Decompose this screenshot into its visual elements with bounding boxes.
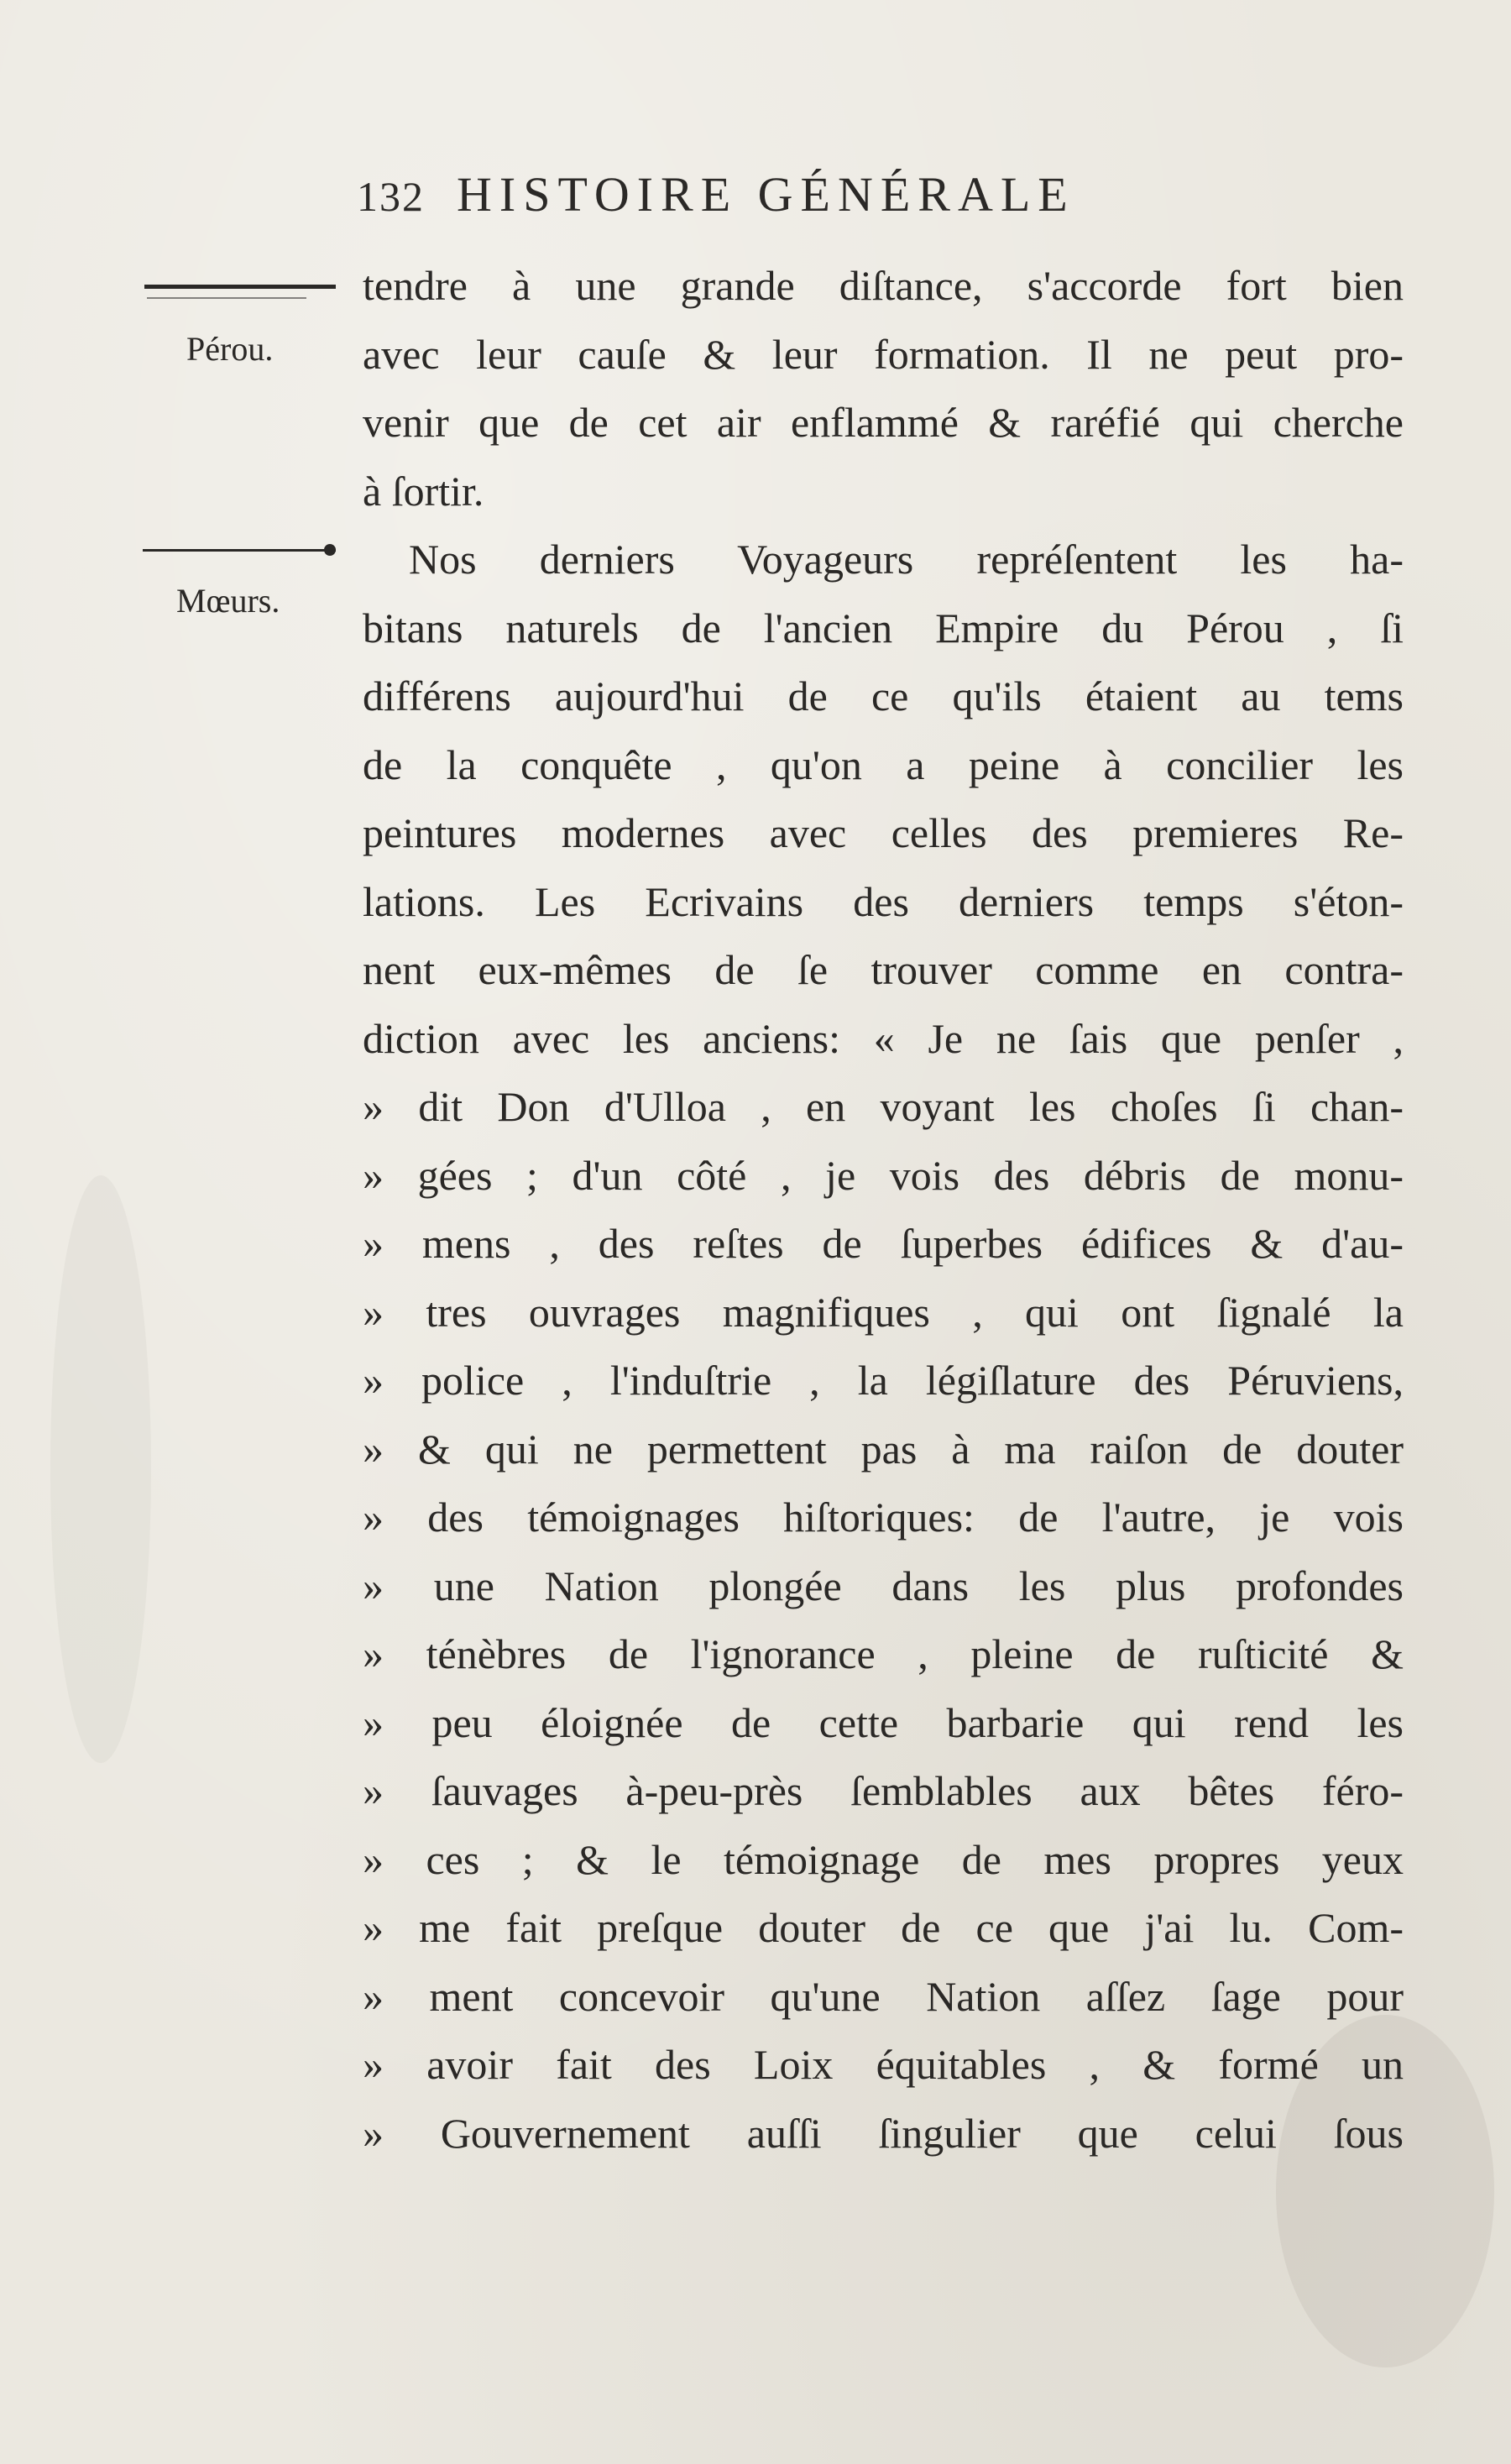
text-line: tendre à une grande diſtance, s'accorde fort bien [363, 262, 1404, 309]
margin-rule [144, 285, 336, 289]
text-line: nent eux-mêmes de ſe trouver comme en contra- [363, 946, 1404, 993]
text-line: » ces ; & le témoignage de mes propres yeux [363, 1835, 1404, 1883]
margin-note-peru: Pérou. [186, 330, 274, 368]
text-line: lations. Les Ecrivains des derniers temps s'éton- [363, 877, 1404, 925]
text-line: » gées ; d'un côté , je vois des débris de monu- [363, 1151, 1404, 1199]
text-line: » Gouvernement auſſi ſingulier que celui ſous [363, 2109, 1404, 2157]
text-line: venir que de cet air enflammé & raréfié qui cherche [363, 399, 1404, 446]
text-line: avec leur cauſe & leur formation. Il ne peut pro- [363, 330, 1404, 378]
text-line: à ſortir. [363, 467, 484, 515]
text-line: » ment concevoir qu'une Nation aſſez ſage pour [363, 1972, 1404, 2020]
text-line: » ténèbres de l'ignorance , pleine de ruſticité & [363, 1630, 1404, 1677]
page-number: 132 [357, 173, 425, 220]
margin-rule-end [324, 544, 336, 556]
text-line: Nos derniers Voyageurs repréſentent les ha- [409, 536, 1404, 583]
margin-note-moeurs: Mœurs. [176, 582, 280, 620]
text-line: » tres ouvrages magnifiques , qui ont ſignalé la [363, 1288, 1404, 1336]
margin-rule [147, 297, 306, 299]
text-line: » & qui ne permettent pas à ma raiſon de douter [363, 1425, 1404, 1473]
text-line: » police , l'induſtrie , la légiſlature des Péruviens, [363, 1357, 1404, 1404]
text-line: bitans naturels de l'ancien Empire du Pérou , ſi [363, 604, 1404, 651]
running-header [357, 166, 1314, 225]
text-line: » ſauvages à-peu-près ſemblables aux bêtes féro- [363, 1767, 1404, 1814]
paper-stain [50, 1175, 151, 1763]
margin-rule [143, 549, 336, 552]
text-line: différens aujourd'hui de ce qu'ils étaient au tems [363, 672, 1404, 719]
text-line: » des témoignages hiſtoriques: de l'autre, je vois [363, 1494, 1404, 1541]
text-line: » une Nation plongée dans les plus profondes [363, 1562, 1404, 1609]
text-line: » peu éloignée de cette barbarie qui rend les [363, 1698, 1404, 1746]
text-line: » me fait preſque douter de ce que j'ai lu. Com- [363, 1904, 1404, 1951]
text-line: peintures modernes avec celles des premieres Re- [363, 809, 1404, 856]
body-text [363, 252, 1404, 2168]
text-line: » mens , des reſtes de ſuperbes édifices & d'au- [363, 1220, 1404, 1267]
text-line: de la conquête , qu'on a peine à concilier les [363, 740, 1404, 788]
text-line: » dit Don d'Ulloa , en voyant les choſes ſi chan- [363, 1083, 1404, 1130]
text-line: diction avec les anciens: « Je ne ſais que penſer , [363, 1014, 1404, 1062]
running-title: HISTOIRE GÉNÉRALE [457, 167, 1075, 222]
text-line: » avoir fait des Loix équitables , & formé un [363, 2041, 1404, 2088]
